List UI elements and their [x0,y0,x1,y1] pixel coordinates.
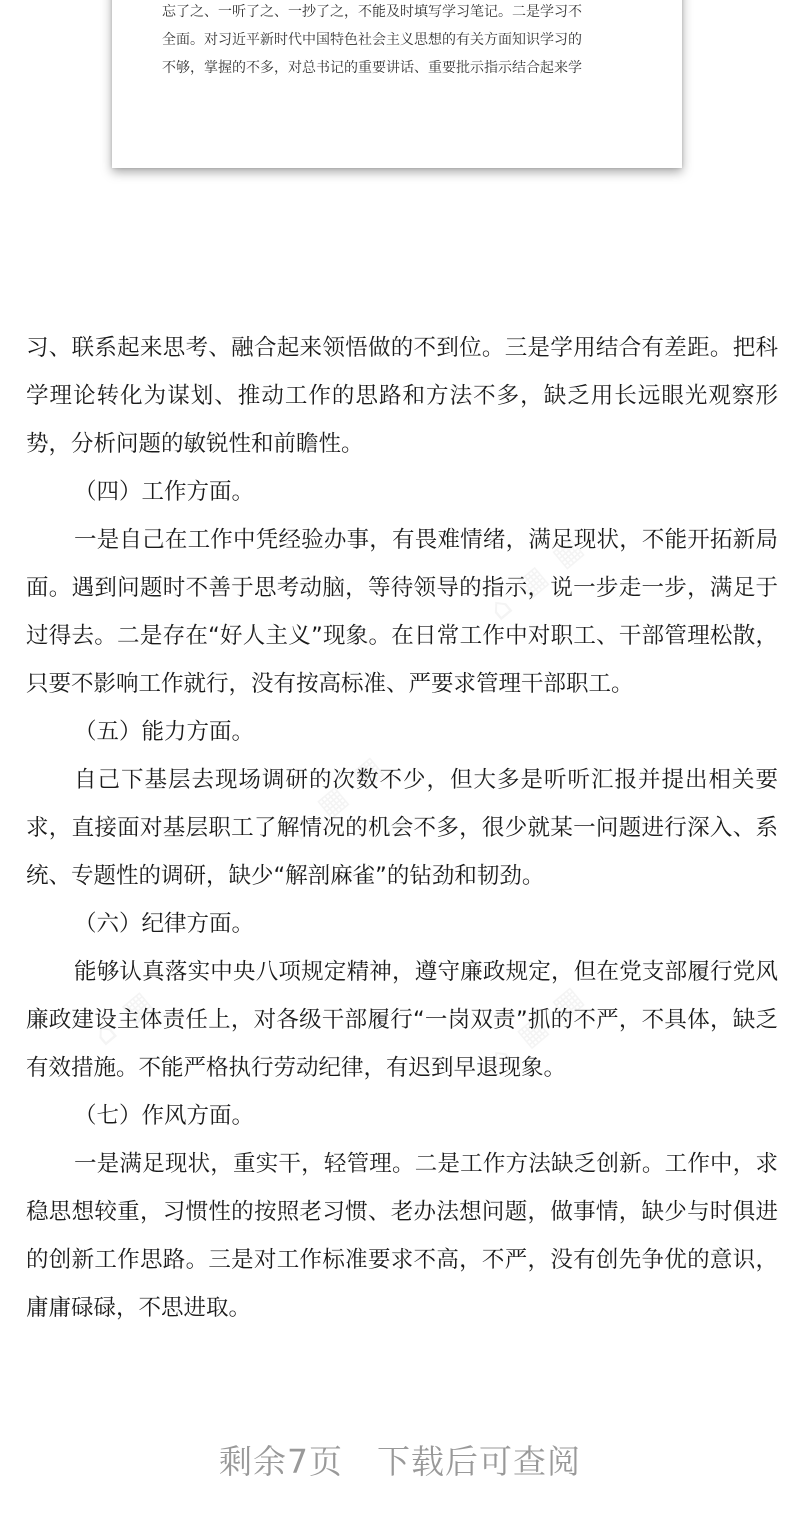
paragraph: 习、联系起来思考、融合起来领悟做的不到位。三是学用结合有差距。把科学理论转化为谋划、推动工作的思路和方法不多，缺乏用长远眼光观察形势，分析问题的敏锐性和前瞻性。 [26,335,778,457]
paragraph: 自己下基层去现场调研的次数不少，但大多是听听汇报并提出相关要求，直接面对基层职工了解情况的机会不多，很少就某一问题进行深入、系统、专题性的调研，缺少“解剖麻雀”的钻劲和韧劲。 [26,767,778,889]
preview-line: 不够，掌握的不多，对总书记的重要讲话、重要批示指示结合起来学 [162,60,582,76]
section-heading-work: （四）工作方面。 [74,479,255,505]
preview-text [162,0,642,82]
document-preview-card [112,0,682,168]
section-heading-discipline: （六）纪律方面。 [74,911,255,937]
download-to-view-label: 下载后可查阅 [377,1442,581,1481]
section-heading-style: （七）作风方面。 [74,1103,255,1129]
paragraph: 能够认真落实中央八项规定精神，遵守廉政规定，但在党支部履行党风廉政建设主体责任上，对各级干部履行“一岗双责”抓的不严，不具体，缺乏有效措施。不能严格执行劳动纪律，有迟到早退现象。 [26,959,778,1081]
document-body [26,324,778,1332]
download-prompt[interactable] [0,1436,800,1483]
paragraph: 一是满足现状，重实干，轻管理。二是工作方法缺乏创新。工作中，求稳思想较重，习惯性的按照老习惯、老办法想问题，做事情，缺少与时俱进的创新工作思路。三是对工作标准要求不高，不严，没有创先争优的意识，庸庸碌碌，不思进取。 [26,1151,778,1321]
paragraph: 一是自己在工作中凭经验办事，有畏难情绪，满足现状，不能开拓新局面。遇到问题时不善于思考动脑，等待领导的指示，说一步走一步，满足于过得去。二是存在“好人主义”现象。在日常工作中对职工、干部管理松散，只要不影响工作就行，没有按高标准、严要求管理干部职工。 [26,527,778,697]
remaining-pages-label: 剩余7页 [219,1442,343,1481]
preview-line: 忘了之、一听了之、一抄了之，不能及时填写学习笔记。二是学习不 [162,4,582,20]
section-heading-ability: （五）能力方面。 [74,719,255,745]
preview-line: 全面。对习近平新时代中国特色社会主义思想的有关方面知识学习的 [162,32,582,48]
